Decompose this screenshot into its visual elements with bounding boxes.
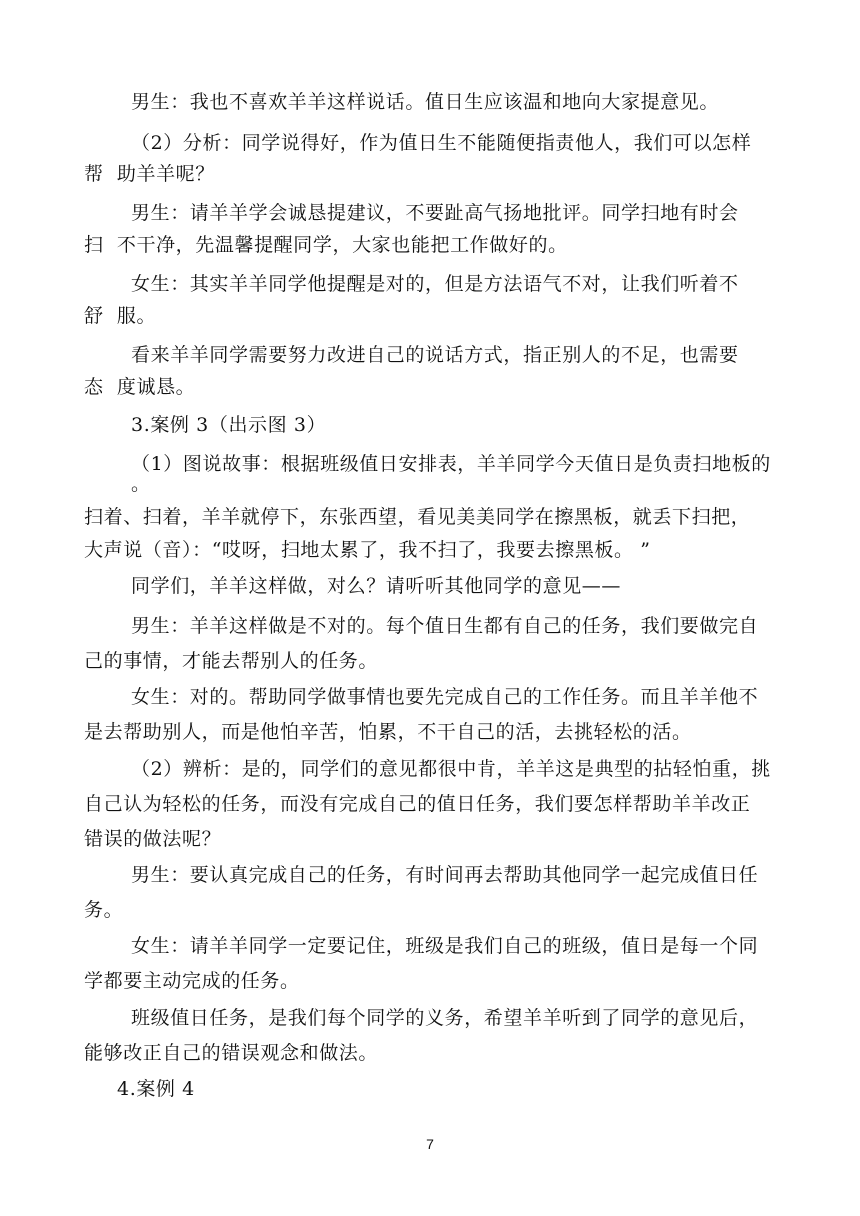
text-line: 扫着、扫着，羊羊就停下，东张西望，看见美美同学在擦黑板，就丢下扫把， [84, 506, 751, 528]
text-line: 学都要主动完成的任务。 [84, 970, 300, 992]
text-line: 女生：对的。帮助同学做事情也要先完成自己的工作任务。而且羊羊他不 [131, 686, 759, 708]
text-line: 4.案例 4 [117, 1078, 195, 1100]
text-line: 3.案例 3（出示图 3） [131, 414, 327, 436]
text-line: 是去帮助别人，而是他怕辛苦，怕累，不干自己的活，去挑轻松的活。 [84, 721, 692, 743]
text-line: 男生：要认真完成自己的任务，有时间再去帮助其他同学一起完成值日任 [131, 864, 759, 886]
text-line: 己的事情，才能去帮别人的任务。 [84, 650, 379, 672]
text-line: 男生：羊羊这样做是不对的。每个值日生都有自己的任务，我们要做完自 [131, 615, 759, 637]
page-number: 7 [426, 1136, 434, 1152]
text-line: 班级值日任务，是我们每个同学的义务，希望羊羊听到了同学的意见后， [131, 1007, 759, 1029]
text-line: 错误的做法呢？ [84, 828, 222, 850]
text-line: 男生：请羊羊学会诚恳提建议，不要趾高气扬地批评。同学扫地有时会 [131, 202, 739, 224]
text-line: 女生：请羊羊同学一定要记住，班级是我们自己的班级，值日是每一个同 [131, 935, 759, 957]
text-line: 舒 服。 [84, 305, 157, 327]
text-line: 自己认为轻松的任务，而没有完成自己的值日任务，我们要怎样帮助羊羊改正 [84, 793, 751, 815]
text-line: 看来羊羊同学需要努力改进自己的说话方式，指正别人的不足，也需要 [131, 344, 739, 366]
text-line: 大声说（音）：“哎呀，扫地太累了，我不扫了，我要去擦黑板。 ” [84, 539, 651, 561]
text-line: 同学们，羊羊这样做，对么？请听听其他同学的意见—— [131, 575, 622, 597]
text-line: 务。 [84, 899, 124, 921]
text-line: （1）图说故事：根据班级值日安排表，羊羊同学今天值日是负责扫地板的 [131, 453, 771, 475]
text-line: 男生：我也不喜欢羊羊这样说话。值日生应该温和地向大家提意见。 [131, 91, 720, 113]
text-line: 。 [131, 473, 151, 495]
text-line: 女生：其实羊羊同学他提醒是对的，但是方法语气不对，让我们听着不 [131, 273, 739, 295]
text-line: （2）分析：同学说得好，作为值日生不能随便指责他人，我们可以怎样 [131, 132, 752, 154]
text-line: 态 度诚恳。 [84, 376, 196, 398]
text-line: 扫 不干净，先温馨提醒同学，大家也能把工作做好的。 [84, 234, 568, 256]
text-line: 帮 助羊羊呢？ [84, 163, 215, 185]
text-line: （2）辨析：是的，同学们的意见都很中肯，羊羊这是典型的拈轻怕重，挑 [131, 758, 771, 780]
text-line: 能够改正自己的错误观念和做法。 [84, 1042, 379, 1064]
